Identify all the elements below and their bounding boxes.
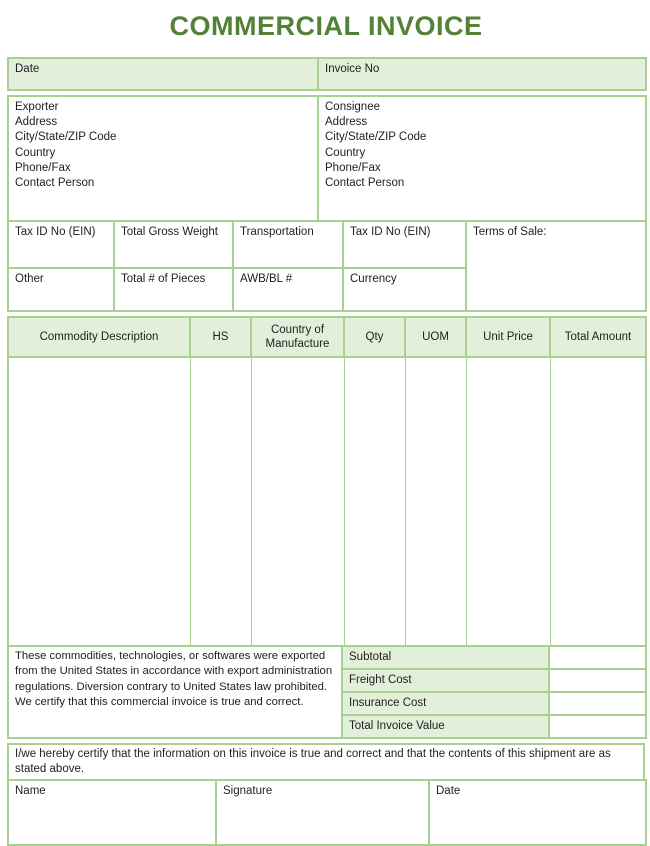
hs-cell[interactable] — [190, 357, 251, 646]
invoice-no-label: Invoice No — [325, 63, 380, 75]
exporter-phone-label: Phone/Fax — [15, 161, 71, 174]
page-title: COMMERCIAL INVOICE — [169, 11, 483, 41]
signature-date-field[interactable] — [429, 780, 646, 845]
certification-table — [7, 743, 645, 781]
terms-of-sale-label: Terms of Sale: — [473, 226, 547, 238]
exporter-address-label: Address — [15, 116, 58, 129]
total-invoice-value-value[interactable] — [549, 715, 646, 738]
subtotal-label: Subtotal — [342, 646, 549, 669]
consignee-label: Consignee — [325, 101, 380, 113]
gross-weight-label: Total Gross Weight — [121, 226, 218, 238]
signature-table — [7, 779, 647, 846]
tax-id-label: Tax ID No (EIN) — [15, 226, 96, 238]
name-label: Name — [15, 784, 46, 797]
col-header-unit-price: Unit Price — [466, 317, 550, 357]
exporter-label: Exporter — [15, 101, 59, 113]
total-pieces-field[interactable] — [114, 268, 233, 311]
consignee-city-label: City/State/ZIP Code — [325, 131, 427, 144]
signature-label: Signature — [223, 784, 273, 797]
date-label: Date — [15, 63, 40, 75]
consignee-contact-label: Contact Person — [325, 176, 405, 189]
country-of-manufacture-cell[interactable] — [251, 357, 344, 646]
exporter-contact-label: Contact Person — [15, 176, 95, 189]
other-label: Other — [15, 273, 44, 285]
totals-table — [7, 645, 647, 739]
freight-cost-label: Freight Cost — [342, 669, 549, 692]
consignee-field[interactable] — [318, 96, 646, 221]
tax-id-field[interactable] — [8, 221, 114, 268]
certification-text: I/we hereby certify that the information on this invoice is true and correct and that the contents of this shipment are as stated above. — [8, 744, 644, 780]
commodity-body-row — [8, 357, 646, 646]
awb-bl-field[interactable] — [233, 268, 343, 311]
exporter-country-label: Country — [15, 146, 56, 159]
commodity-header-row — [8, 317, 646, 357]
terms-of-sale-field[interactable] — [466, 221, 646, 311]
commodity-table — [7, 316, 647, 647]
consignee-address-label: Address — [325, 116, 368, 129]
date-invoice-table — [7, 57, 647, 91]
subtotal-value[interactable] — [549, 646, 646, 669]
total-pieces-label: Total # of Pieces — [121, 273, 206, 285]
tax-id-2-label: Tax ID No (EIN) — [350, 226, 431, 238]
uom-cell[interactable] — [405, 357, 466, 646]
col-header-hs: HS — [190, 317, 251, 357]
gross-weight-field[interactable] — [114, 221, 233, 268]
date-field[interactable] — [8, 58, 318, 90]
col-header-total-amount: Total Amount — [550, 317, 646, 357]
transportation-field[interactable] — [233, 221, 343, 268]
signature-field[interactable] — [216, 780, 429, 845]
insurance-cost-value[interactable] — [549, 692, 646, 715]
export-statement: These commodities, technologies, or softwares were exported from the United States in accordance with export administration regulations. Diversion contrary to United States law prohibited. We certify that this commercial invoice is true and correct. — [8, 646, 342, 738]
insurance-cost-label: Insurance Cost — [342, 692, 549, 715]
qty-cell[interactable] — [344, 357, 405, 646]
consignee-phone-label: Phone/Fax — [325, 161, 381, 174]
col-header-country-of-manufacture: Country of Manufacture — [251, 317, 344, 357]
other-field[interactable] — [8, 268, 114, 311]
unit-price-cell[interactable] — [466, 357, 550, 646]
exporter-field[interactable] — [8, 96, 318, 221]
col-header-qty: Qty — [344, 317, 405, 357]
tax-id-2-field[interactable] — [343, 221, 466, 268]
consignee-country-label: Country — [325, 146, 366, 159]
total-invoice-value-label: Total Invoice Value — [342, 715, 549, 738]
currency-field[interactable] — [343, 268, 466, 311]
shipment-details-table — [7, 220, 647, 312]
name-field[interactable] — [8, 780, 216, 845]
exporter-city-label: City/State/ZIP Code — [15, 131, 117, 144]
signature-date-label: Date — [436, 784, 461, 797]
col-header-commodity-description: Commodity Description — [8, 317, 190, 357]
currency-label: Currency — [350, 273, 397, 285]
awb-bl-label: AWB/BL # — [240, 273, 293, 285]
total-amount-cell[interactable] — [550, 357, 646, 646]
transportation-label: Transportation — [240, 226, 314, 238]
col-header-uom: UOM — [405, 317, 466, 357]
parties-table — [7, 95, 647, 222]
commodity-description-cell[interactable] — [8, 357, 190, 646]
freight-cost-value[interactable] — [549, 669, 646, 692]
invoice-no-field[interactable] — [318, 58, 646, 90]
